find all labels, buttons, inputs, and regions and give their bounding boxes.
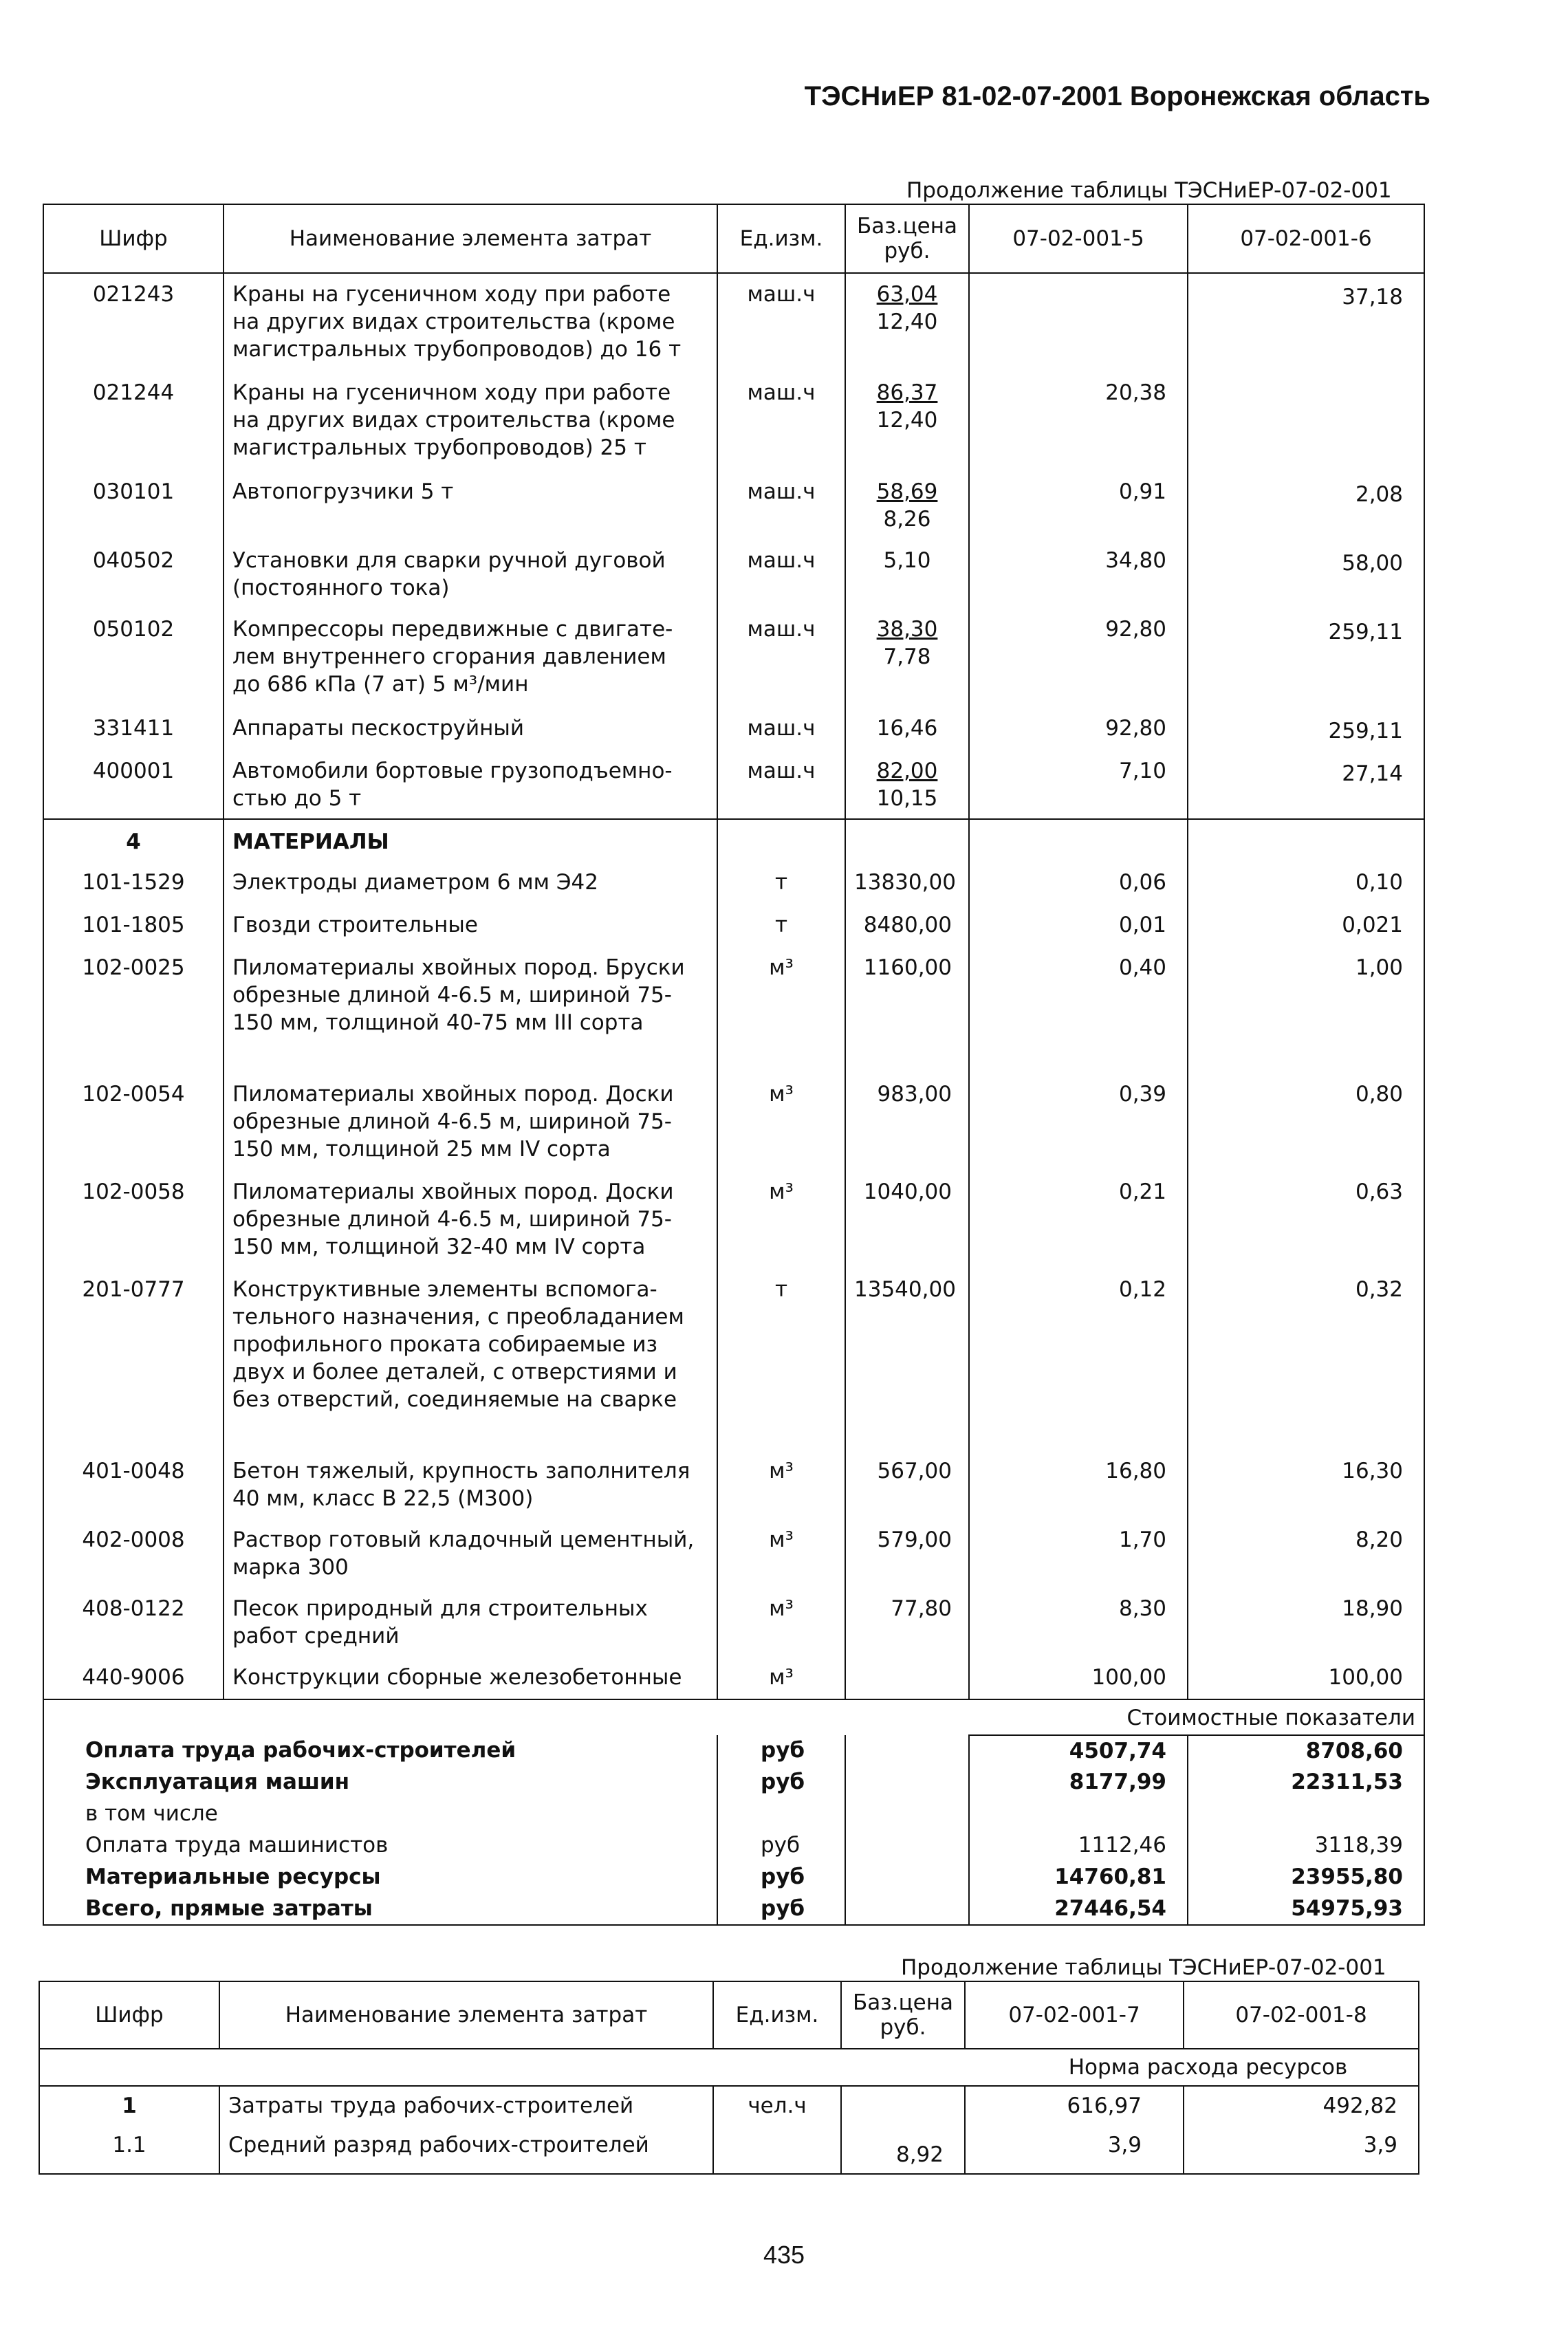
table-row [43,862,1424,904]
row-price-value: 82,00 [876,759,938,783]
cost-empty-cell [224,1699,717,1735]
row-price: 983,00 [845,1074,969,1171]
row-code: 102-0025 [43,947,224,1074]
row-name: Пиломатериалы хвойных пород. Доски обрезные длиной 4-6.5 м, шириной 75- 150 мм, толщиной 32-40 мм IV сорта [224,1171,717,1269]
totals-value-5: 4507,74 [969,1735,1188,1767]
row-price-value: 86,37 [876,380,938,405]
table-row [43,1657,1424,1699]
row-price [845,1657,969,1699]
row-unit: маш.ч [717,372,845,471]
section-empty-cell [845,819,969,862]
totals-label: Материальные ресурсы [43,1862,717,1893]
row-value-6: 37,18 [1188,273,1424,372]
norm-heading-row [39,2049,1419,2086]
totals-value-5: 1112,46 [969,1830,1188,1862]
section-title: МАТЕРИАЛЫ [224,819,717,862]
row-price: 579,00 [845,1519,969,1588]
totals-label: Оплата труда рабочих-строителей [43,1735,717,1767]
table-row [43,609,1424,708]
row-value-6: 0,32 [1188,1269,1424,1450]
row-value-5 [969,273,1188,372]
row-value-6 [1188,372,1424,471]
section-header-row [43,819,1424,862]
row-price [845,750,969,819]
row-code: 102-0054 [43,1074,224,1171]
row-value-5: 34,80 [969,540,1188,609]
totals-unit: руб [717,1862,845,1893]
row-value-8: 3,9 [1184,2126,1419,2174]
row-price [845,471,969,540]
table-row [43,947,1424,1074]
row-code: 040502 [43,540,224,609]
row-value-7: 616,97 [965,2086,1184,2126]
header-code: Шифр [39,1981,219,2049]
row-value-5: 0,39 [969,1074,1188,1171]
row-price [845,708,969,750]
row-price-value: 16,46 [876,716,938,741]
row-name: Краны на гусеничном ходу при работе на других видах строительства (кроме магистральных трубопроводов) до 16 т [224,273,717,372]
norm-empty-cell [39,2049,219,2086]
row-code: 401-0048 [43,1450,224,1519]
row-unit: м³ [717,947,845,1074]
row-name: Установки для сварки ручной дуговой (постоянного тока) [224,540,717,609]
totals-price-empty [845,1893,969,1925]
resource-table-1 [43,204,1425,1926]
row-value-5: 0,91 [969,471,1188,540]
table-row [43,750,1424,819]
table-continuation-caption: Продолжение таблицы ТЭСНиЕР-07-02-001 [906,177,1392,205]
totals-row [43,1798,1424,1830]
row-name: Компрессоры передвижные с двигате- лем внутреннего сгорания давлением до 686 кПа (7 ат) 5 м³/мин [224,609,717,708]
row-value-5: 0,01 [969,904,1188,947]
row-name: Автопогрузчики 5 т [224,471,717,540]
totals-value-5 [969,1798,1188,1830]
row-value-6: 100,00 [1188,1657,1424,1699]
row-code: 408-0122 [43,1588,224,1657]
cost-empty-cell [43,1699,224,1735]
row-price: 1040,00 [845,1171,969,1269]
header-col-7: 07-02-001-7 [965,1981,1184,2049]
row-value-5: 100,00 [969,1657,1188,1699]
row-price [845,372,969,471]
row-unit: м³ [717,1074,845,1171]
totals-price-empty [845,1798,969,1830]
row-value-6: 259,11 [1188,609,1424,708]
totals-unit [717,1798,845,1830]
norm-heading: Норма расхода ресурсов [965,2049,1419,2086]
row-code: 102-0058 [43,1171,224,1269]
totals-unit: руб [717,1735,845,1767]
totals-label: Всего, прямые затраты [43,1893,717,1925]
header-price: Баз.цена руб. [845,204,969,273]
row-code: 050102 [43,609,224,708]
table-row [43,1269,1424,1450]
row-name: Раствор готовый кладочный цементный, марка 300 [224,1519,717,1588]
row-code: 1.1 [39,2126,219,2174]
row-price-secondary: 12,40 [876,408,938,433]
row-name: Затраты труда рабочих-строителей [219,2086,713,2126]
row-unit: маш.ч [717,540,845,609]
table-row [43,372,1424,471]
row-code: 030101 [43,471,224,540]
totals-value-6: 23955,80 [1188,1862,1424,1893]
row-unit: маш.ч [717,750,845,819]
norm-empty-cell [219,2049,713,2086]
row-unit: чел.ч [713,2086,841,2126]
row-code: 1 [39,2086,219,2126]
row-price [845,540,969,609]
totals-unit: руб [717,1893,845,1925]
row-value-6: 0,63 [1188,1171,1424,1269]
row-value-5: 8,30 [969,1588,1188,1657]
table-row [43,1450,1424,1519]
totals-value-5: 27446,54 [969,1893,1188,1925]
header-price: Баз.цена руб. [841,1981,965,2049]
section-empty-cell [969,819,1188,862]
section-empty-cell [1188,819,1424,862]
totals-row [43,1830,1424,1862]
row-price-secondary: 7,78 [883,644,931,669]
row-unit: м³ [717,1657,845,1699]
norm-empty-cell [713,2049,841,2086]
page-header: ТЭСНиЕР 81-02-07-2001 Воронежская область [804,81,1430,111]
table-continuation-caption-2: Продолжение таблицы ТЭСНиЕР-07-02-001 [901,1955,1386,1982]
totals-value-6: 3118,39 [1188,1830,1424,1862]
row-value-6: 0,10 [1188,862,1424,904]
row-name: Электроды диаметром 6 мм Э42 [224,862,717,904]
row-code: 400001 [43,750,224,819]
totals-price-empty [845,1862,969,1893]
row-value-6: 1,00 [1188,947,1424,1074]
totals-row [43,1735,1424,1767]
row-name: Гвозди строительные [224,904,717,947]
resource-table-2 [39,1981,1419,2175]
table-row [43,1074,1424,1171]
table-row [39,2086,1419,2126]
header-code: Шифр [43,204,224,273]
row-price-secondary: 8,26 [883,507,931,532]
row-value-5: 0,40 [969,947,1188,1074]
row-value-5: 92,80 [969,609,1188,708]
totals-label: в том числе [43,1798,717,1830]
row-code: 021244 [43,372,224,471]
row-value-5: 1,70 [969,1519,1188,1588]
row-name: Пиломатериалы хвойных пород. Бруски обрезные длиной 4-6.5 м, шириной 75- 150 мм, толщиной 40-75 мм III сорта [224,947,717,1074]
table-row [43,708,1424,750]
row-value-6: 8,20 [1188,1519,1424,1588]
row-price [845,273,969,372]
totals-label: Оплата труда машинистов [43,1830,717,1862]
row-price: 8480,00 [845,904,969,947]
row-price: 1160,00 [845,947,969,1074]
section-empty-cell [717,819,845,862]
row-name: Средний разряд рабочих-строителей [219,2126,713,2174]
row-unit: т [717,904,845,947]
totals-row [43,1893,1424,1925]
row-value-6: 259,11 [1188,708,1424,750]
totals-row [43,1767,1424,1798]
row-code: 101-1805 [43,904,224,947]
row-name: Конструкции сборные железобетонные [224,1657,717,1699]
row-value-5: 16,80 [969,1450,1188,1519]
row-price [845,609,969,708]
totals-unit: руб [717,1830,845,1862]
row-price-secondary: 12,40 [876,309,938,334]
cost-empty-cell [717,1699,845,1735]
totals-label: Эксплуатация машин [43,1767,717,1798]
header-col-5: 07-02-001-5 [969,204,1188,273]
row-unit: т [717,862,845,904]
header-col-8: 07-02-001-8 [1184,1981,1419,2049]
row-unit: м³ [717,1171,845,1269]
row-unit: маш.ч [717,609,845,708]
row-unit: м³ [717,1519,845,1588]
table-row [43,471,1424,540]
row-price-value: 63,04 [876,282,938,307]
row-unit: маш.ч [717,708,845,750]
row-value-5: 0,21 [969,1171,1188,1269]
row-name: Песок природный для строительных работ средний [224,1588,717,1657]
row-name: Конструктивные элементы вспомога- тельного назначения, с преобладанием профильного проката собираемые из двух и более деталей, с отверстиями и без отверстий, соединяемые на сварке [224,1269,717,1450]
row-code: 101-1529 [43,862,224,904]
table-row [43,273,1424,372]
row-price-secondary: 10,15 [876,786,938,811]
cost-empty-cell [845,1699,969,1735]
cost-heading-row [43,1699,1424,1735]
row-name: Автомобили бортовые грузоподъемно- стью до 5 т [224,750,717,819]
table-row [39,2126,1419,2174]
header-unit: Ед.изм. [717,204,845,273]
row-unit: маш.ч [717,273,845,372]
row-unit: маш.ч [717,471,845,540]
row-value-5: 0,12 [969,1269,1188,1450]
row-value-6: 58,00 [1188,540,1424,609]
row-value-6: 16,30 [1188,1450,1424,1519]
row-unit [713,2126,841,2174]
row-value-7: 3,9 [965,2126,1184,2174]
table-row [43,540,1424,609]
row-price: 567,00 [845,1450,969,1519]
header-name: Наименование элемента затрат [224,204,717,273]
row-code: 021243 [43,273,224,372]
row-value-8: 492,82 [1184,2086,1419,2126]
row-price-value: 5,10 [883,548,931,573]
row-name: Аппараты пескоструйный [224,708,717,750]
totals-value-5: 14760,81 [969,1862,1188,1893]
header-name: Наименование элемента затрат [219,1981,713,2049]
row-code: 331411 [43,708,224,750]
row-value-5: 20,38 [969,372,1188,471]
row-unit: т [717,1269,845,1450]
row-name: Бетон тяжелый, крупность заполнителя 40 мм, класс В 22,5 (М300) [224,1450,717,1519]
row-code: 440-9006 [43,1657,224,1699]
totals-price-empty [845,1830,969,1862]
totals-unit: руб [717,1767,845,1798]
totals-value-6: 8708,60 [1188,1735,1424,1767]
row-code: 201-0777 [43,1269,224,1450]
header-col-6: 07-02-001-6 [1188,204,1424,273]
row-name: Пиломатериалы хвойных пород. Доски обрезные длиной 4-6.5 м, шириной 75- 150 мм, толщиной 25 мм IV сорта [224,1074,717,1171]
row-unit: м³ [717,1588,845,1657]
table-row [43,1519,1424,1588]
row-price: 77,80 [845,1588,969,1657]
row-price: 13540,00 [845,1269,969,1450]
row-value-6: 0,80 [1188,1074,1424,1171]
row-price: 8,92 [841,2126,965,2174]
row-value-6: 0,021 [1188,904,1424,947]
table-row [43,1171,1424,1269]
totals-row [43,1862,1424,1893]
row-value-6: 27,14 [1188,750,1424,819]
totals-price-empty [845,1735,969,1767]
totals-value-5: 8177,99 [969,1767,1188,1798]
totals-value-6: 54975,93 [1188,1893,1424,1925]
table-row [43,904,1424,947]
totals-price-empty [845,1767,969,1798]
page-number: 435 [763,2241,805,2269]
norm-empty-cell [841,2049,965,2086]
totals-value-6 [1188,1798,1424,1830]
section-number: 4 [43,819,224,862]
header-unit: Ед.изм. [713,1981,841,2049]
row-value-5: 7,10 [969,750,1188,819]
totals-value-6: 22311,53 [1188,1767,1424,1798]
row-code: 402-0008 [43,1519,224,1588]
row-name: Краны на гусеничном ходу при работе на других видах строительства (кроме магистральных трубопроводов) 25 т [224,372,717,471]
row-price [841,2086,965,2126]
row-value-5: 92,80 [969,708,1188,750]
row-unit: м³ [717,1450,845,1519]
table-row [43,1588,1424,1657]
row-price-value: 38,30 [876,617,938,642]
row-price: 13830,00 [845,862,969,904]
row-value-6: 2,08 [1188,471,1424,540]
cost-heading: Стоимостные показатели [969,1699,1424,1735]
row-value-6: 18,90 [1188,1588,1424,1657]
row-value-5: 0,06 [969,862,1188,904]
row-price-value: 58,69 [876,479,938,504]
